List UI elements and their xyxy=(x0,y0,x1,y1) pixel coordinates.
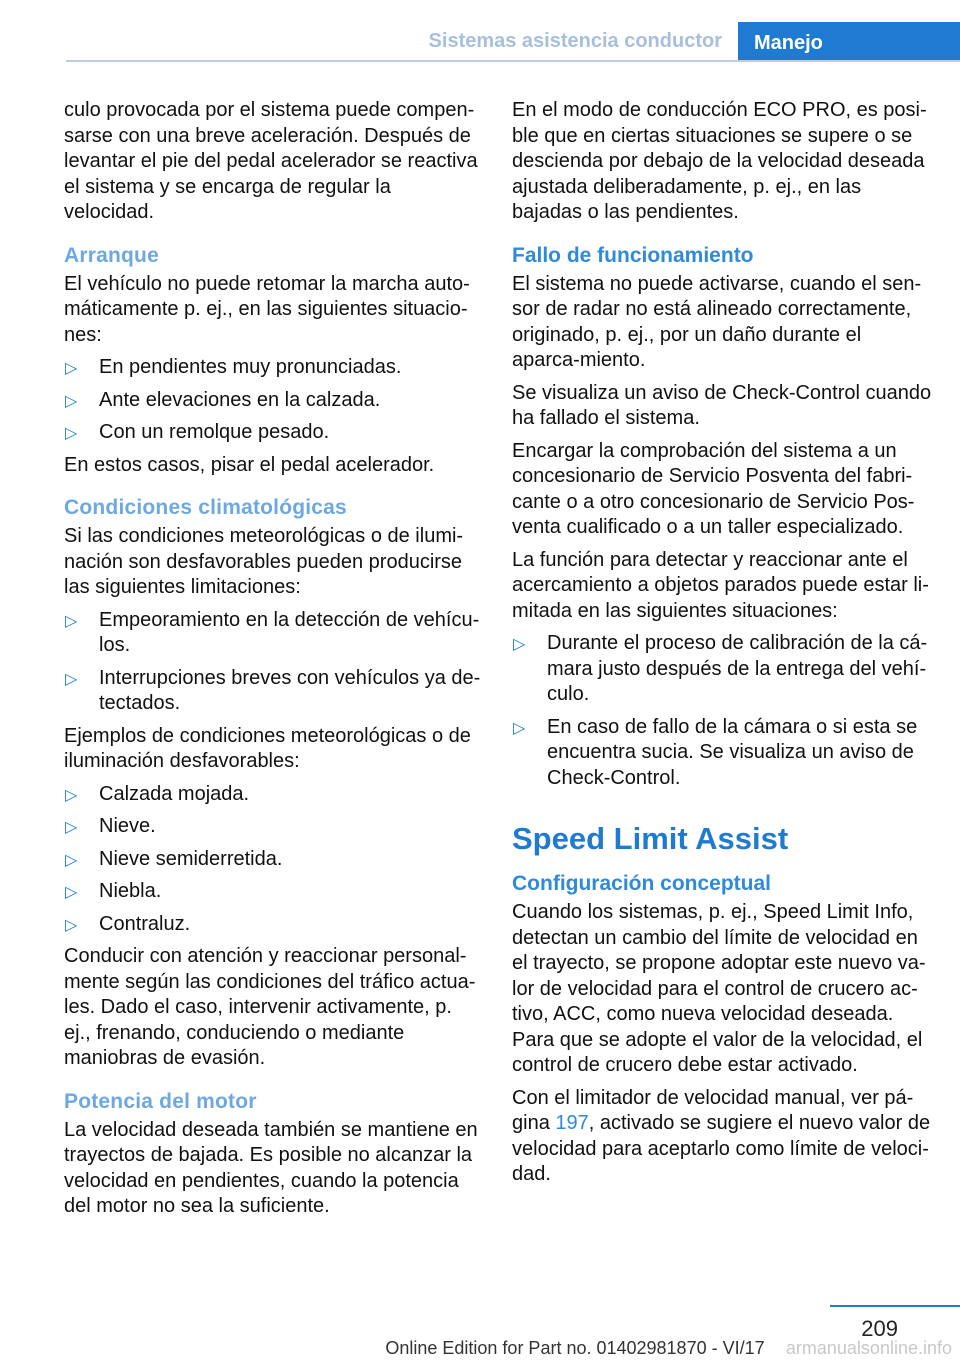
section-title: Sistemas asistencia conductor xyxy=(428,30,722,52)
list-item: ▷ Empeoramiento en la detección de vehícu-los. xyxy=(65,608,480,656)
heading-potencia: Potencia del motor xyxy=(64,1089,257,1113)
speed-paragraph-1: Cuando los sistemas, p. ej., Speed Limit Info, detectan un cambio del límite de velocidad en el trayecto, se propone adoptar este nuevo va-lor de velocidad para el control de crucero ac-tivo, ACC, como nueva velocidad deseada. Para que se adopte el valor de la velocidad, el control de crucero debe estar activado. xyxy=(512,901,926,1076)
list-item: ▷ Calzada mojada. xyxy=(64,782,484,808)
right-column xyxy=(512,98,932,1195)
list-item: ▷ Niebla. xyxy=(64,879,484,905)
fallo-paragraph-2: Se visualiza un aviso de Check-Control cuando ha fallado el sistema. xyxy=(512,381,932,429)
arranque-after: En estos casos, pisar el pedal acelerador. xyxy=(64,453,435,476)
clima-text: Si las condiciones meteorológicas o de ilumi-nación son desfavorables pueden producirse las siguientes limitaciones: xyxy=(64,525,464,598)
fallo-paragraph-4: La función para detectar y reaccionar ante el acercamiento a objetos parados puede estar li-mitada en las siguientes situaciones: xyxy=(512,548,929,622)
triangle-right-icon: ▷ xyxy=(513,636,526,653)
list-item: ▷ En caso de fallo de la cámara o si esta se encuentra sucia. Se visualiza un aviso de Check-Control. xyxy=(513,715,918,789)
edition-note: Online Edition for Part no. 01402981870 - VI/17 xyxy=(385,1338,765,1358)
heading-fallo: Fallo de funcionamiento xyxy=(512,243,754,267)
footer-rule xyxy=(830,1305,960,1307)
speed-paragraph-2: Con el limitador de velocidad manual, ver pá-gina 197, activado se sugiere el nuevo valor de velocidad para aceptarlo como límite de veloci-dad. xyxy=(512,1086,931,1185)
list-item: ▷ Interrupciones breves con vehículos ya de-tectados. xyxy=(65,666,481,714)
triangle-right-icon: ▷ xyxy=(513,719,526,737)
triangle-right-icon: ▷ xyxy=(65,819,78,836)
page-link[interactable]: 197 xyxy=(555,1112,589,1134)
triangle-right-icon: ▷ xyxy=(65,670,78,688)
intro-paragraph: culo provocada por el sistema puede compen-sarse con una breve aceleración. Después de levantar el pie del pedal acelerador se reactiva el sistema y se encarga de regular la velocidad. xyxy=(64,99,478,223)
fallo-paragraph-1: El sistema no puede activarse, cuando el sen-sor de radar no está alineado correctamente, originado, p. ej., por un daño durante el aparca-miento. xyxy=(512,272,922,371)
triangle-right-icon: ▷ xyxy=(65,425,78,442)
list-item: ▷ Contraluz. xyxy=(64,912,484,938)
heading-speed-limit-assist: Speed Limit Assist xyxy=(512,821,789,856)
list-item: ▷ Durante el proceso de calibración de la cá-mara justo después de la entrega del vehí-culo. xyxy=(513,632,928,705)
triangle-right-icon: ▷ xyxy=(65,612,78,630)
heading-clima: Condiciones climatológicas xyxy=(64,496,347,519)
triangle-right-icon: ▷ xyxy=(65,884,78,901)
heading-configuracion: Configuración conceptual xyxy=(512,872,772,895)
intro-paragraph: En el modo de conducción ECO PRO, es posi-ble que en ciertas situaciones se supere o se descienda por debajo de la velocidad deseada ajustada deliberadamente, p. ej., en las bajadas o las pendientes. xyxy=(512,99,927,223)
clima-examples-list xyxy=(64,782,484,938)
triangle-right-icon: ▷ xyxy=(65,851,78,869)
arranque-text: El vehículo no puede retomar la marcha auto-máticamente p. ej., en las siguientes situacio-nes: xyxy=(64,272,470,346)
page-number: 209 xyxy=(861,1316,898,1341)
arranque-list xyxy=(64,355,484,446)
fallo-list xyxy=(512,631,932,791)
fallo-paragraph-3: Encargar la comprobación del sistema a un concesionario de Servicio Posventa del fabri-cante o a otro concesionario de Servicio Pos-venta cualificado o a un taller especializado. xyxy=(512,439,915,538)
clima-examples-intro: Ejemplos de condiciones meteorológicas o de iluminación desfavorables: xyxy=(64,724,471,772)
triangle-right-icon: ▷ xyxy=(65,916,78,934)
list-item: ▷ En pendientes muy pronunciadas. xyxy=(64,355,484,381)
list-item: ▷ Ante elevaciones en la calzada. xyxy=(64,388,484,414)
heading-arranque: Arranque xyxy=(64,243,159,267)
header-rule xyxy=(66,60,960,62)
potencia-text: La velocidad deseada también se mantiene en trayectos de bajada. Es posible no alcanzar la velocidad en pendientes, cuando la potencia del motor no sea la suficiente. xyxy=(64,1118,478,1217)
list-item: ▷ Con un remolque pesado. xyxy=(64,420,484,446)
triangle-right-icon: ▷ xyxy=(65,360,78,377)
watermark: armanualsonline.info xyxy=(785,1338,952,1358)
triangle-right-icon: ▷ xyxy=(65,786,78,804)
left-column xyxy=(64,98,484,1227)
chapter-tab: Manejo xyxy=(738,22,960,62)
triangle-right-icon: ▷ xyxy=(65,392,78,410)
page-header xyxy=(0,0,960,64)
list-item: ▷ Nieve semiderretida. xyxy=(64,847,484,873)
list-item: ▷ Nieve. xyxy=(64,814,484,840)
clima-after: Conducir con atención y reaccionar personal-mente según las condiciones del tráfico actua-les. Dado el caso, intervenir activamente, p. ej., frenando, conduciendo o mediante maniobras de evasión. xyxy=(64,945,476,1069)
clima-list xyxy=(64,608,484,717)
